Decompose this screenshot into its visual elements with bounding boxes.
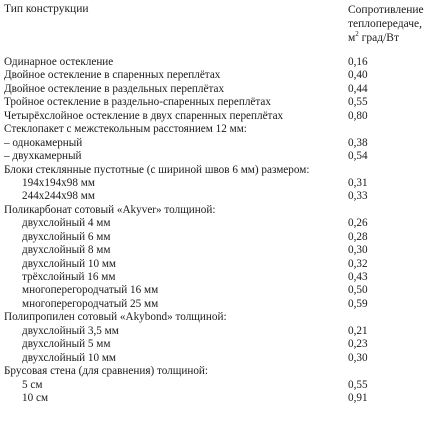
- table-row: [0, 164, 438, 177]
- table-row: [0, 392, 438, 405]
- row-label: 194x194x98 мм: [22, 176, 95, 189]
- row-label: двухслойный 5 мм: [22, 338, 111, 351]
- row-value: 0,50: [348, 284, 368, 297]
- table-row: [0, 365, 438, 378]
- table-row: [0, 96, 438, 109]
- row-label: Полипропилен сотовый «Akybond» толщиной:: [4, 311, 227, 324]
- row-label: Четырёхслойное остекление в двух спаренных переплётах: [4, 109, 284, 122]
- row-label: – двухкамерный: [4, 150, 82, 163]
- unit-exponent: 2: [355, 30, 359, 39]
- table-row: [0, 83, 438, 96]
- table-row: [0, 379, 438, 392]
- header-resistance-line1: Сопротивление: [348, 4, 424, 16]
- header-resistance-line2: теплопередаче,: [348, 18, 422, 30]
- row-label: Брусовая стена (для сравнения) толщиной:: [4, 365, 209, 378]
- row-value: 0,38: [348, 136, 368, 149]
- table-row: [0, 217, 438, 230]
- table-row: [0, 352, 438, 365]
- table-row: [0, 325, 438, 338]
- row-label: двухслойный 3,5 мм: [22, 324, 119, 337]
- row-value: 0,43: [348, 271, 368, 283]
- row-label: – однокамерный: [4, 136, 83, 149]
- row-value: 0,55: [348, 378, 368, 391]
- data-table: [0, 56, 438, 405]
- unit-m: м: [348, 32, 356, 44]
- table-row: [0, 311, 438, 324]
- row-value: 0,59: [348, 297, 368, 310]
- row-value: 0,30: [348, 244, 368, 257]
- table-row: [0, 56, 438, 69]
- row-label: двухслойный 10 мм: [22, 257, 117, 270]
- table-row: [0, 110, 438, 123]
- table-row: [0, 231, 438, 244]
- row-value: 0,55: [348, 96, 368, 109]
- table-row: [0, 204, 438, 217]
- table-row: [0, 338, 438, 351]
- row-label: 244x244x98 мм: [22, 190, 95, 203]
- table-row: [0, 244, 438, 257]
- row-value: 0,33: [348, 190, 368, 203]
- row-label: Стеклопакет с межстекольным расстоянием 12 мм:: [4, 123, 247, 136]
- row-label: Одинарное остекление: [4, 56, 114, 68]
- row-label: двухслойный 6 мм: [22, 230, 111, 243]
- table-row: [0, 190, 438, 203]
- table-row: [0, 137, 438, 150]
- row-value: 0,23: [348, 338, 368, 351]
- table-row: [0, 298, 438, 311]
- row-value: 0,21: [348, 324, 368, 337]
- row-label: 10 см: [22, 391, 49, 404]
- row-value: 0,32: [348, 257, 368, 270]
- table-header-type: Тип конструкции: [4, 3, 89, 15]
- row-value: 0,91: [348, 391, 368, 404]
- row-label: многоперегородчатый 25 мм: [22, 297, 159, 310]
- row-label: двухслойный 8 мм: [22, 244, 111, 257]
- table-row: [0, 150, 438, 163]
- row-value: 0,80: [348, 109, 368, 122]
- row-label: 5 см: [22, 378, 43, 391]
- table-row: [0, 271, 438, 284]
- row-value: 0,28: [348, 230, 368, 243]
- table-row: [0, 69, 438, 82]
- row-label: многоперегородчатый 16 мм: [22, 284, 159, 297]
- unit-rest: град/Вт: [358, 32, 399, 44]
- row-value: 0,31: [348, 176, 368, 189]
- row-value: 0,16: [348, 56, 368, 68]
- row-label: Блоки стеклянные пустотные (с шириной швов 6 мм) размером:: [4, 163, 310, 176]
- table-row: [0, 177, 438, 190]
- row-value: 0,40: [348, 69, 368, 82]
- row-value: 0,30: [348, 351, 368, 364]
- row-value: 0,54: [348, 150, 368, 163]
- row-label: Двойное остекление в спаренных переплётах: [4, 69, 221, 82]
- row-value: 0,44: [348, 82, 368, 95]
- row-label: Поликарбонат сотовый «Akyver» толщиной:: [4, 203, 216, 216]
- row-label: Тройное остекление в раздельно-спаренных переплётах: [4, 96, 271, 109]
- table-header-resistance: [348, 3, 424, 45]
- row-value: 0,26: [348, 217, 368, 230]
- row-label: двухслойный 10 мм: [22, 351, 117, 364]
- table-row: [0, 284, 438, 297]
- table-row: [0, 123, 438, 136]
- table-row: [0, 258, 438, 271]
- row-label: двухслойный 4 мм: [22, 217, 111, 230]
- row-label: Двойное остекление в раздельных переплётах: [4, 82, 225, 95]
- row-label: трёхслойный 16 мм: [22, 271, 116, 283]
- header-resistance-unit: [348, 31, 424, 45]
